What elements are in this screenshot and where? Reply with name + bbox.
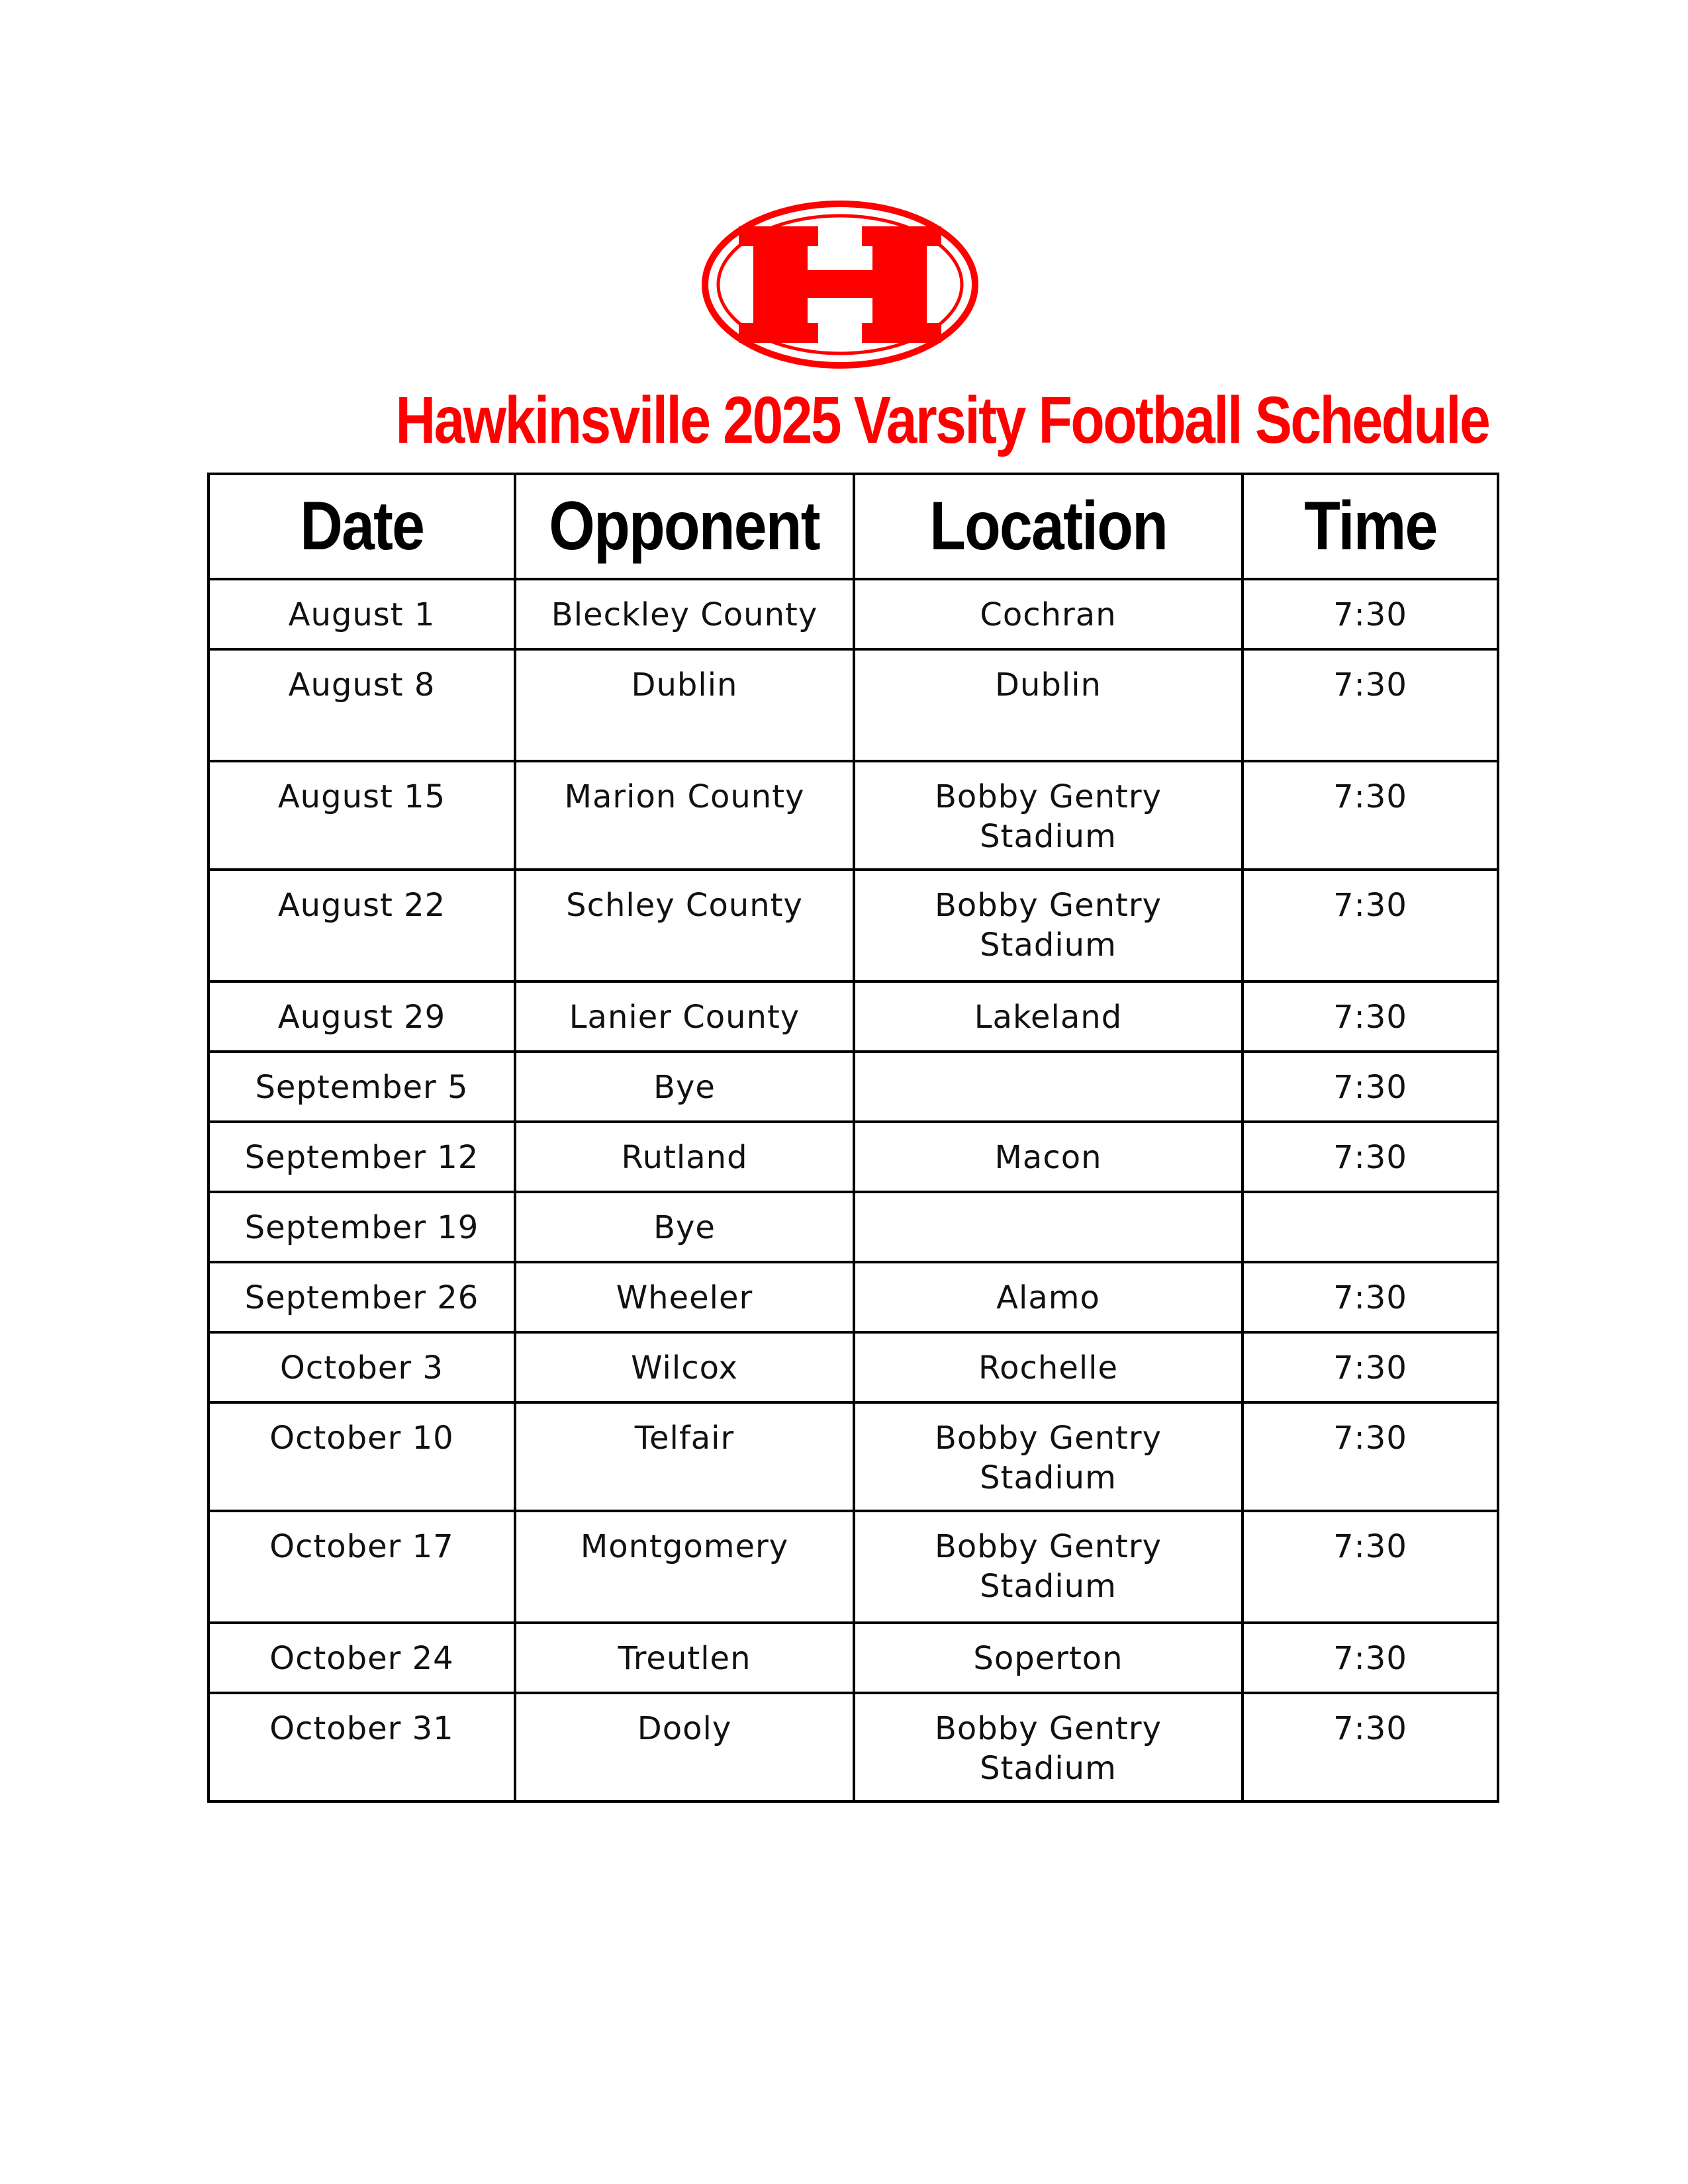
opponent-cell: Rutland bbox=[515, 1122, 854, 1192]
time-cell: 7:30 bbox=[1243, 1511, 1498, 1623]
opponent-cell: Schley County bbox=[515, 870, 854, 981]
time-cell: 7:30 bbox=[1243, 761, 1498, 870]
column-header-time: Time bbox=[1243, 474, 1498, 579]
school-h-logo bbox=[700, 199, 980, 371]
date-cell: September 5 bbox=[209, 1052, 515, 1122]
date-cell: August 8 bbox=[209, 649, 515, 761]
time-cell: 7:30 bbox=[1243, 981, 1498, 1052]
table-row bbox=[209, 981, 1498, 1052]
location-cell: Alamo bbox=[854, 1262, 1243, 1332]
table-row bbox=[209, 1402, 1498, 1511]
table-row bbox=[209, 1623, 1498, 1693]
schedule-table bbox=[207, 473, 1499, 1803]
time-cell: 7:30 bbox=[1243, 1052, 1498, 1122]
opponent-cell: Wheeler bbox=[515, 1262, 854, 1332]
opponent-cell: Wilcox bbox=[515, 1332, 854, 1402]
table-row bbox=[209, 579, 1498, 649]
date-cell: August 1 bbox=[209, 579, 515, 649]
time-cell: 7:30 bbox=[1243, 1122, 1498, 1192]
time-cell: 7:30 bbox=[1243, 1693, 1498, 1801]
table-row bbox=[209, 761, 1498, 870]
opponent-cell: Bye bbox=[515, 1192, 854, 1262]
date-cell: October 31 bbox=[209, 1693, 515, 1801]
location-cell: Bobby Gentry Stadium bbox=[854, 761, 1243, 870]
date-cell: September 19 bbox=[209, 1192, 515, 1262]
table-row bbox=[209, 1262, 1498, 1332]
opponent-cell: Dublin bbox=[515, 649, 854, 761]
opponent-cell: Bleckley County bbox=[515, 579, 854, 649]
date-cell: September 12 bbox=[209, 1122, 515, 1192]
date-cell: August 29 bbox=[209, 981, 515, 1052]
opponent-cell: Telfair bbox=[515, 1402, 854, 1511]
time-cell: 7:30 bbox=[1243, 579, 1498, 649]
time-cell bbox=[1243, 1192, 1498, 1262]
opponent-cell: Treutlen bbox=[515, 1623, 854, 1693]
date-cell: October 10 bbox=[209, 1402, 515, 1511]
opponent-cell: Dooly bbox=[515, 1693, 854, 1801]
location-cell: Bobby Gentry Stadium bbox=[854, 1402, 1243, 1511]
location-cell: Dublin bbox=[854, 649, 1243, 761]
date-cell: October 3 bbox=[209, 1332, 515, 1402]
opponent-cell: Lanier County bbox=[515, 981, 854, 1052]
date-cell: August 15 bbox=[209, 761, 515, 870]
table-row bbox=[209, 1052, 1498, 1122]
date-cell: October 24 bbox=[209, 1623, 515, 1693]
date-cell: October 17 bbox=[209, 1511, 515, 1623]
location-cell: Bobby Gentry Stadium bbox=[854, 1693, 1243, 1801]
table-row bbox=[209, 870, 1498, 981]
page-title bbox=[144, 371, 1562, 470]
time-cell: 7:30 bbox=[1243, 1332, 1498, 1402]
time-cell: 7:30 bbox=[1243, 1402, 1498, 1511]
location-cell: Rochelle bbox=[854, 1332, 1243, 1402]
table-row bbox=[209, 649, 1498, 761]
location-cell: Bobby Gentry Stadium bbox=[854, 1511, 1243, 1623]
table-row bbox=[209, 1192, 1498, 1262]
opponent-cell: Bye bbox=[515, 1052, 854, 1122]
table-row bbox=[209, 1332, 1498, 1402]
column-header-date: Date bbox=[209, 474, 515, 579]
location-cell: Soperton bbox=[854, 1623, 1243, 1693]
column-header-opponent: Opponent bbox=[515, 474, 854, 579]
column-header-location: Location bbox=[854, 474, 1243, 579]
table-row bbox=[209, 1511, 1498, 1623]
location-cell bbox=[854, 1052, 1243, 1122]
table-row bbox=[209, 1122, 1498, 1192]
location-cell: Lakeland bbox=[854, 981, 1243, 1052]
time-cell: 7:30 bbox=[1243, 1623, 1498, 1693]
location-cell bbox=[854, 1192, 1243, 1262]
time-cell: 7:30 bbox=[1243, 870, 1498, 981]
page-title-text: Hawkinsville 2025 Varsity Football Schedule bbox=[395, 383, 1489, 457]
date-cell: August 22 bbox=[209, 870, 515, 981]
opponent-cell: Marion County bbox=[515, 761, 854, 870]
date-cell: September 26 bbox=[209, 1262, 515, 1332]
table-header-row bbox=[209, 474, 1498, 579]
location-cell: Macon bbox=[854, 1122, 1243, 1192]
time-cell: 7:30 bbox=[1243, 649, 1498, 761]
table-row bbox=[209, 1693, 1498, 1801]
time-cell: 7:30 bbox=[1243, 1262, 1498, 1332]
location-cell: Bobby Gentry Stadium bbox=[854, 870, 1243, 981]
opponent-cell: Montgomery bbox=[515, 1511, 854, 1623]
location-cell: Cochran bbox=[854, 579, 1243, 649]
